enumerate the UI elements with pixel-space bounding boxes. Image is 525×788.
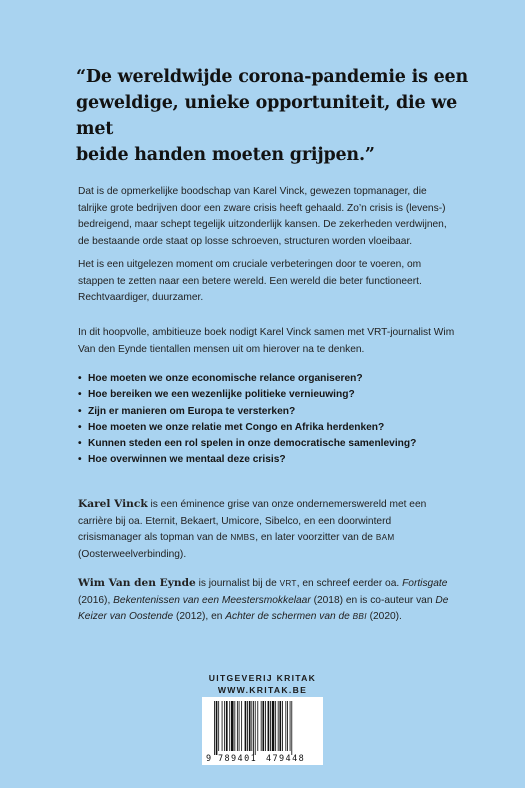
publisher-website: WWW.KRITAK.BE [217, 685, 308, 695]
barcode-bar [222, 701, 223, 751]
bullet-icon: • [78, 389, 82, 401]
moment-paragraph: Het is een uitgelezen moment om cruciale verbeteringen door te voeren, om stappen te zetten naar een betere wereld. Een wereld die beter functioneert. Rechtvaardiger, duurzamer. [78, 259, 422, 303]
question-list [78, 371, 468, 469]
bullet-icon: • [78, 405, 82, 417]
question-text: Hoe moeten we onze economische relance organiseren? [88, 373, 363, 384]
barcode-bar [234, 701, 235, 751]
author-bio-karel [78, 496, 456, 563]
bio-text: (2018) en is co-auteur van [310, 594, 436, 606]
barcode-bar [249, 701, 251, 751]
bullet-icon: • [78, 438, 82, 450]
bio-text: , en schreef eerder oa. [296, 578, 403, 589]
intro-paragraph: Dat is de opmerkelijke boodschap van Karel Vinck, gewezen topmanager, die talrijke grote bedrijven door een zware crisis heeft gehaald. Zo’n crisis is (levens-) bedreigend, maar schept tegelijk uitzonderlijk kansen. De zekerheden verdwijnen, de bestaande orde staat op losse schroeven, structuren worden vloeibaar. [78, 186, 447, 247]
book-title: Bekentenissen van een Meestersmokkelaar [113, 594, 311, 606]
book-title-part: Achter de schermen van de [225, 611, 353, 622]
barcode-bar [245, 701, 247, 751]
barcode-bar [279, 701, 281, 751]
cover-quote [76, 64, 476, 168]
barcode-bar [224, 701, 225, 751]
barcode-bar [216, 701, 218, 755]
barcode-bar [275, 701, 276, 751]
book-title [225, 611, 367, 622]
question-text: Kunnen steden een rol spelen in onze democratische samenleving? [88, 438, 417, 450]
list-item [78, 387, 468, 403]
barcode-bar [261, 701, 262, 751]
barcode-bar [251, 701, 252, 751]
barcode-bar [247, 701, 248, 751]
author-name: Karel Vinck [78, 498, 148, 510]
barcode-bar [278, 701, 279, 751]
barcode-bar [214, 701, 215, 755]
invitation-paragraph: In dit hoopvolle, ambitieuze boek nodigt Karel Vinck samen met VRT-journalist Wim Van den Eynde tientallen mensen uit om hierover na te denken. [78, 327, 455, 355]
bio-text: (2020). [366, 611, 402, 622]
barcode-bar [287, 701, 288, 751]
bullet-icon: • [78, 454, 82, 466]
barcode-bar [237, 701, 238, 751]
question-text: Zijn er manieren om Europa te versterken? [88, 405, 296, 417]
barcode-bar [282, 701, 283, 751]
question-text: Hoe moeten we onze relatie met Congo en Afrika herdenken? [88, 421, 385, 433]
bio-text: (Oosterweelverbinding). [78, 548, 187, 560]
list-item [78, 436, 468, 452]
barcode-bar [291, 701, 292, 755]
barcode-digits-left: 789401 [218, 754, 258, 764]
quote-line-1: “De wereldwijde corona-pandemie is een [76, 67, 469, 87]
barcode-bar [255, 701, 256, 755]
isbn-barcode [202, 697, 323, 765]
bullet-icon: • [78, 373, 82, 384]
barcode-bar [218, 701, 219, 751]
list-item [78, 420, 468, 436]
abbreviation: BAM [375, 533, 395, 542]
bio-text: , en later voorzitter van de [255, 532, 376, 543]
list-item [78, 452, 468, 468]
barcode-bar [262, 701, 264, 751]
author-name: Wim Van den Eynde [78, 577, 196, 589]
barcode-bar [272, 701, 275, 751]
barcode-bar [285, 701, 286, 751]
list-item [78, 371, 468, 387]
barcode-bar [229, 701, 230, 751]
quote-line-3: beide handen moeten grijpen.” [76, 145, 375, 165]
bio-text: is een éminence grise van onze ondernemerswereld met een carrière bij oa. Eternit, Bekaert, Umicore, Sibelco, en een doorwinterd crisismanager als topman van de [78, 499, 427, 543]
book-title: Fortisgate [402, 578, 448, 589]
barcode-bar [231, 701, 234, 751]
quote-line-2: geweldige, unieke opportuniteit, die we met [76, 93, 458, 139]
barcode-bar [268, 701, 270, 751]
publisher-info [0, 672, 525, 696]
barcode-bar [239, 701, 240, 751]
abbreviation: BBI [352, 612, 367, 621]
bio-text: (2012), en [173, 611, 226, 622]
question-text: Hoe bereiken we een wezenlijke politieke vernieuwing? [88, 389, 355, 401]
bio-text: is journalist bij de [195, 578, 280, 589]
barcode-bar [257, 701, 258, 751]
barcode-bar [226, 701, 228, 751]
barcode-bar [265, 701, 266, 751]
author-bio-wim [78, 575, 456, 626]
barcode-bar [253, 701, 254, 755]
question-text: Hoe overwinnen we mentaal deze crisis? [88, 454, 286, 466]
barcode-bar [270, 701, 271, 751]
abbreviation: VRT [279, 579, 297, 588]
barcode-bar [241, 701, 242, 751]
barcode-digit-first: 9 [206, 754, 212, 764]
book-title: De Keizer van Oostende [78, 594, 449, 622]
bio-text: (2016), [78, 594, 114, 606]
bullet-icon: • [78, 421, 82, 433]
publisher-name: UITGEVERIJ KRITAK [208, 673, 317, 683]
list-item [78, 404, 468, 420]
barcode-digits-right: 479448 [266, 754, 306, 764]
barcode-bar [290, 701, 291, 751]
barcode-icon [202, 697, 323, 765]
abbreviation: NMBS [230, 533, 256, 542]
